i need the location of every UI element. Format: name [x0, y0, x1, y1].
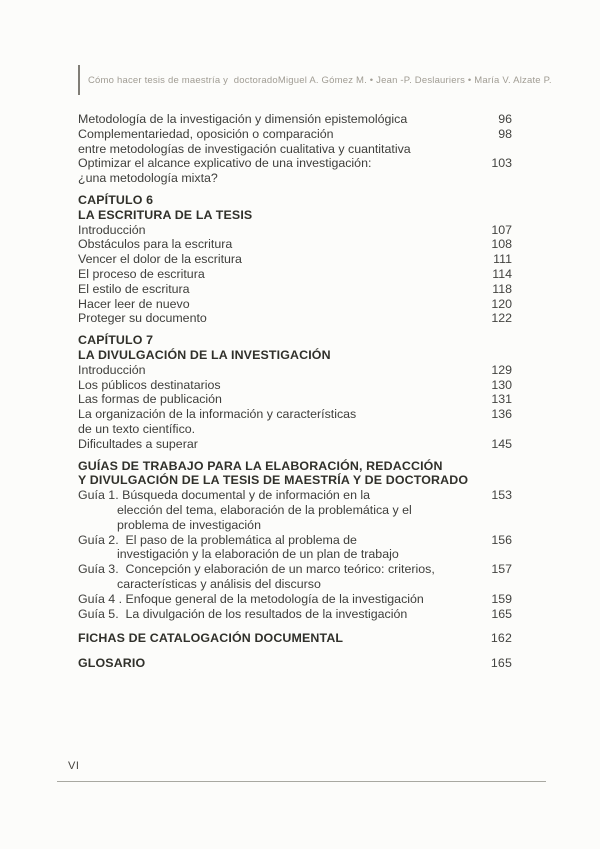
toc-heading-text: LA DIVULGACIÓN DE LA INVESTIGACIÓN	[78, 347, 331, 362]
toc-heading-text: GLOSARIO	[78, 656, 146, 671]
toc-heading-text: LA ESCRITURA DE LA TESIS	[78, 207, 253, 222]
table-of-contents	[78, 112, 512, 671]
toc-entry-line	[78, 156, 512, 171]
toc-entry-line	[78, 518, 512, 533]
toc-heading-text: CAPÍTULO 6	[78, 192, 154, 207]
toc-section-metodologia	[78, 112, 512, 186]
toc-entry-line	[78, 282, 512, 297]
toc-page-number: 157	[491, 562, 512, 577]
toc-entry-line	[78, 127, 512, 142]
toc-page-number: 98	[498, 126, 512, 141]
toc-entry-line	[78, 607, 512, 622]
toc-page-number: 153	[491, 488, 512, 503]
toc-page-number: 118	[492, 281, 512, 296]
toc-entry-line	[78, 592, 512, 607]
page-number: VI	[68, 760, 80, 772]
toc-entry-line	[78, 223, 512, 238]
toc-page-number: 103	[491, 156, 512, 171]
toc-entry-line	[78, 533, 512, 548]
toc-entry-line	[78, 252, 512, 267]
toc-entry-text: problema de investigación	[117, 517, 261, 532]
toc-entry-line	[78, 392, 512, 407]
toc-entry-line	[78, 237, 512, 252]
footer-rule	[57, 781, 546, 782]
toc-entry-line	[78, 407, 512, 422]
running-header-book-title: Cómo hacer tesis de maestría y doctorado	[88, 74, 278, 86]
toc-page-number: 111	[493, 252, 512, 267]
toc-entry-line	[78, 142, 512, 157]
toc-entry-text: Optimizar el alcance explicativo de una investigación:	[78, 156, 372, 171]
toc-entry-text: de un texto científico.	[78, 421, 196, 436]
toc-entry-line	[78, 437, 512, 452]
toc-entry-text: El estilo de escritura	[78, 281, 190, 296]
toc-page-number: 159	[491, 591, 512, 606]
toc-heading-line	[78, 208, 512, 223]
toc-page-number: 96	[498, 112, 512, 126]
toc-entry-line	[78, 503, 512, 518]
toc-entry-line	[78, 297, 512, 312]
toc-section-glosario	[78, 656, 512, 671]
toc-entry-text: Introducción	[78, 362, 146, 377]
toc-page-number: 145	[491, 436, 512, 451]
toc-section-fichas-de-catalogacion	[78, 631, 512, 646]
toc-entry-text: Guía 4 . Enfoque general de la metodología de la investigación	[78, 591, 424, 606]
toc-page-number: 162	[490, 631, 512, 646]
toc-entry-line	[78, 577, 512, 592]
toc-heading-line	[78, 193, 512, 208]
toc-heading-line	[78, 656, 512, 671]
toc-heading-line	[78, 348, 512, 363]
toc-section-guias-de-trabajo	[78, 459, 512, 622]
toc-entry-text: elección del tema, elaboración de la problemática y el	[117, 502, 412, 517]
toc-page-number: 165	[490, 656, 512, 671]
toc-entry-line	[78, 112, 512, 127]
toc-entry-text: investigación y la elaboración de un plan de trabajo	[117, 547, 399, 562]
toc-entry-line	[78, 422, 512, 437]
toc-entry-line	[78, 562, 512, 577]
toc-entry-text: Guía 2. El paso de la problemática al problema de	[78, 532, 357, 547]
toc-page-number: 107	[491, 222, 512, 237]
toc-entry-line	[78, 363, 512, 378]
toc-entry-line	[78, 311, 512, 326]
toc-entry-text: Hacer leer de nuevo	[78, 296, 190, 311]
toc-heading-text: GUÍAS DE TRABAJO PARA LA ELABORACIÓN, REDACCIÓN	[78, 458, 443, 473]
toc-entry-line	[78, 547, 512, 562]
toc-entry-text: La organización de la información y características	[78, 407, 357, 422]
toc-entry-text: Introducción	[78, 222, 146, 237]
toc-page-number: 156	[491, 532, 512, 547]
toc-entry-text: Los públicos destinatarios	[78, 377, 221, 392]
toc-page-number: 120	[491, 296, 512, 311]
running-header	[78, 64, 552, 96]
toc-heading-line	[78, 473, 512, 488]
toc-heading-line	[78, 631, 512, 646]
toc-section-capitulo-6	[78, 193, 512, 326]
toc-page-number: 131	[491, 392, 512, 407]
toc-page-number: 108	[491, 237, 512, 252]
toc-entry-text: Dificultades a superar	[78, 436, 198, 451]
toc-heading-text: FICHAS DE CATALOGACIÓN DOCUMENTAL	[78, 631, 344, 646]
toc-entry-text: Guía 3. Concepción y elaboración de un marco teórico: criterios,	[78, 562, 435, 577]
toc-page-number: 165	[491, 606, 512, 621]
toc-entry-text: Proteger su documento	[78, 311, 207, 326]
header-divider-bar	[78, 65, 80, 95]
toc-page-number: 130	[491, 377, 512, 392]
toc-heading-text: CAPÍTULO 7	[78, 333, 154, 348]
toc-entry-text: entre metodologías de investigación cualitativa y cuantitativa	[78, 141, 411, 156]
toc-heading-text: Y DIVULGACIÓN DE LA TESIS DE MAESTRÍA Y DE DOCTORADO	[78, 473, 469, 488]
toc-entry-text: Guía 1. Búsqueda documental y de información en la	[78, 488, 371, 503]
toc-entry-text: Metodología de la investigación y dimensión epistemológica	[78, 112, 408, 126]
toc-heading-line	[78, 459, 512, 474]
toc-page-number: 122	[491, 311, 512, 326]
toc-entry-line	[78, 267, 512, 282]
toc-entry-text: Complementariedad, oposición o comparación	[78, 126, 334, 141]
toc-entry-line	[78, 378, 512, 393]
toc-entry-line	[78, 488, 512, 503]
toc-entry-text: Las formas de publicación	[78, 392, 222, 407]
toc-entry-text: El proceso de escritura	[78, 266, 205, 281]
toc-entry-text: Vencer el dolor de la escritura	[78, 252, 242, 267]
toc-page-number: 114	[492, 266, 512, 281]
toc-page-number: 129	[491, 362, 512, 377]
running-header-authors: Miguel A. Gómez M. • Jean -P. Deslauriers • María V. Alzate P.	[277, 74, 552, 86]
toc-page-number: 136	[491, 407, 512, 422]
toc-entry-line	[78, 171, 512, 186]
toc-entry-text: características y análisis del discurso	[117, 576, 321, 591]
toc-heading-line	[78, 333, 512, 348]
toc-entry-text: ¿una metodología mixta?	[78, 171, 218, 186]
toc-section-capitulo-7	[78, 333, 512, 451]
toc-entry-text: Guía 5. La divulgación de los resultados de la investigación	[78, 606, 408, 621]
toc-entry-text: Obstáculos para la escritura	[78, 237, 233, 252]
